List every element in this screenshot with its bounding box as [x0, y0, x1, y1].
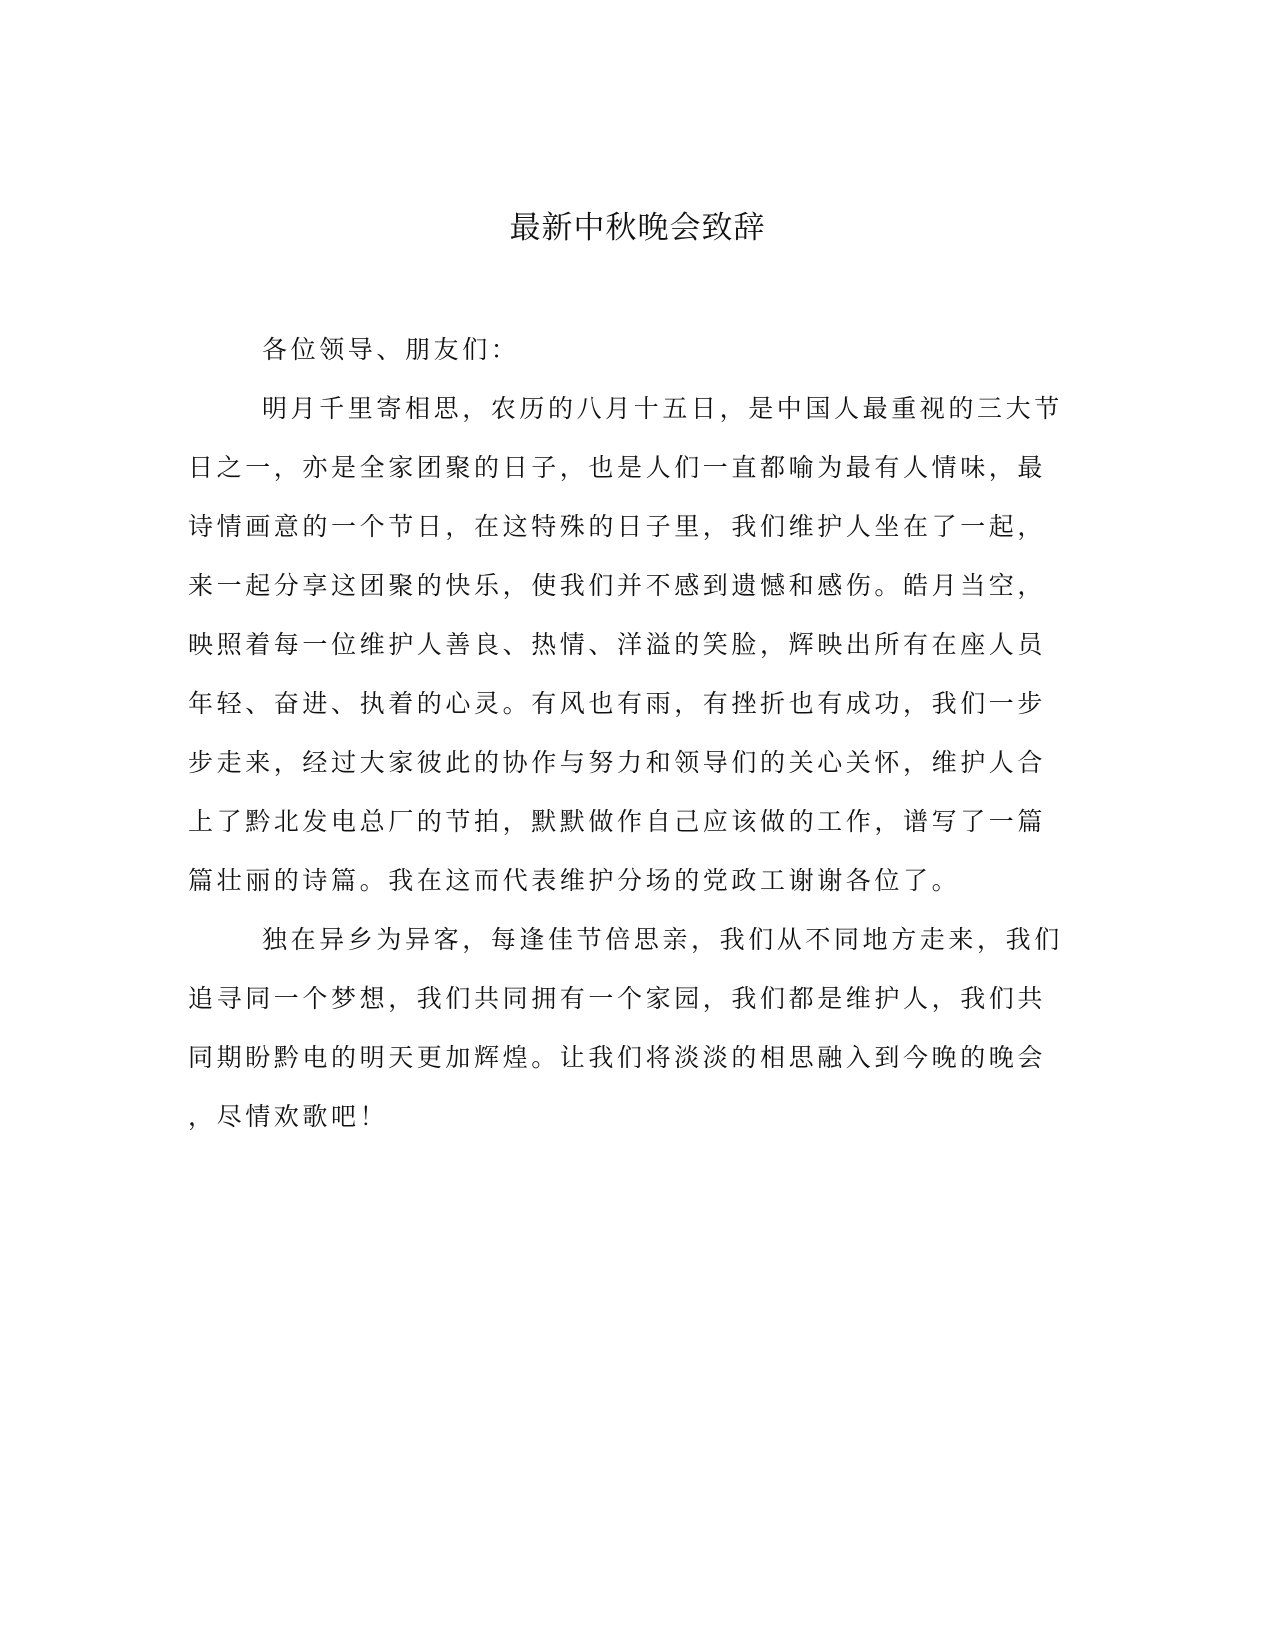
paragraph-1-line-4: 来一起分享这团聚的快乐，使我们并不感到遗憾和感伤。皓月当空，	[188, 571, 1047, 600]
paragraph-1-line-8: 上了黔北发电总厂的节拍，默默做作自己应该做的工作，谱写了一篇	[188, 807, 1047, 836]
paragraph-1-line-6: 年轻、奋进、执着的心灵。有风也有雨，有挫折也有成功，我们一步	[188, 689, 1047, 718]
paragraph-2-line-2: 追寻同一个梦想，我们共同拥有一个家园，我们都是维护人，我们共	[188, 984, 1047, 1013]
paragraph-1-line-3: 诗情画意的一个节日，在这特殊的日子里，我们维护人坐在了一起，	[188, 512, 1047, 541]
paragraph-1-line-2: 日之一，亦是全家团聚的日子，也是人们一直都喻为最有人情味，最	[188, 453, 1047, 482]
paragraph-2-line-3: 同期盼黔电的明天更加辉煌。让我们将淡淡的相思融入到今晚的晚会	[188, 1043, 1047, 1072]
paragraph-2-line-4: ，尽情欢歌吧！	[188, 1102, 389, 1131]
document-body	[188, 334, 1068, 1133]
paragraph-1-line-7: 步走来，经过大家彼此的协作与努力和领导们的关心关怀，维护人合	[188, 748, 1047, 777]
paragraph-1-line-1: 明月千里寄相思，农历的八月十五日，是中国人最重视的三大节	[262, 394, 1063, 423]
paragraph-2-line-1: 独在异乡为异客，每逢佳节倍思亲，我们从不同地方走来，我们	[262, 925, 1063, 954]
document-title: 最新中秋晚会致辞	[509, 210, 766, 246]
paragraph-1-line-5: 映照着每一位维护人善良、热情、洋溢的笑脸，辉映出所有在座人员	[188, 630, 1047, 659]
salutation-line: 各位领导、朋友们：	[262, 335, 520, 364]
paragraph-1-line-9: 篇壮丽的诗篇。我在这而代表维护分场的党政工谢谢各位了。	[188, 866, 961, 895]
